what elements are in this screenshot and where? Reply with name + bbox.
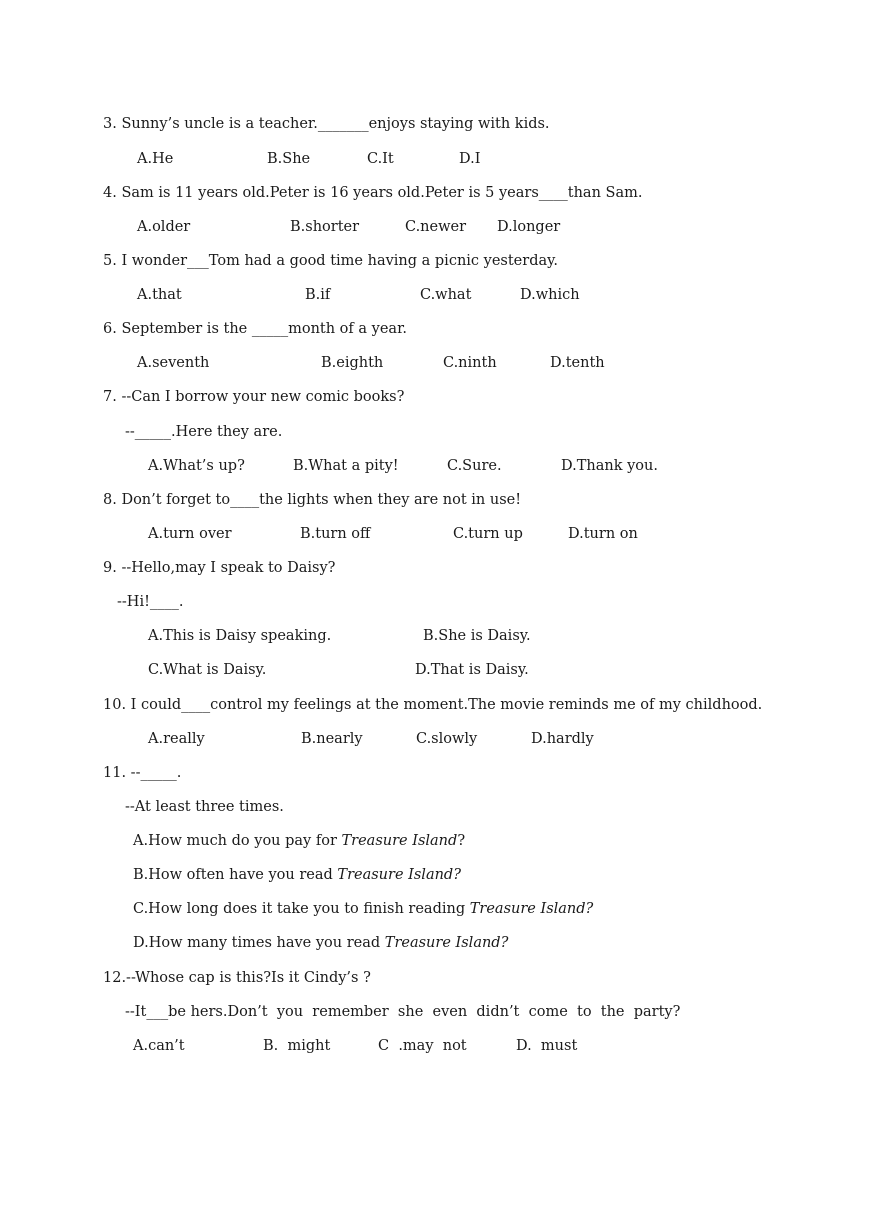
question-10-option-c: C.slowly [416, 731, 478, 747]
question-7-option-d: D.Thank you. [561, 458, 658, 474]
question-3-option-a: A.He [137, 151, 174, 167]
question-8-option-d: D.turn on [568, 526, 638, 542]
question-11-option-c: C.How long does it take you to finish reading Treasure Island? [133, 901, 594, 917]
question-9-stem: 9. --Hello,may I speak to Daisy? [103, 560, 336, 576]
question-5-option-c: C.what [420, 287, 472, 303]
question-7-option-c: C.Sure. [447, 458, 502, 474]
question-7-reply: --_____.Here they are. [125, 424, 283, 440]
question-9-option-b: B.She is Daisy. [423, 628, 531, 644]
question-9-option-c: C.What is Daisy. [148, 662, 267, 678]
question-12-option-b: B. might [263, 1038, 331, 1054]
question-8-stem: 8. Don’t forget to____the lights when they are not in use! [103, 492, 522, 508]
question-8-option-c: C.turn up [453, 526, 523, 542]
question-12-stem: 12.--Whose cap is this?Is it Cindy’s ? [103, 970, 371, 986]
question-11-option-b: B.How often have you read Treasure Island? [133, 867, 461, 883]
question-12-option-c: C .may not [378, 1038, 467, 1054]
question-6-stem: 6. September is the _____month of a year. [103, 321, 408, 337]
question-5-option-b: B.if [305, 287, 331, 303]
book-title: Treasure Island [469, 901, 586, 917]
question-7-stem: 7. --Can I borrow your new comic books? [103, 389, 405, 405]
question-4-option-a: A.older [137, 219, 191, 235]
question-8-option-b: B.turn off [300, 526, 371, 542]
question-12-option-a: A.can’t [133, 1038, 185, 1054]
question-11-option-a: A.How much do you pay for Treasure Island? [133, 833, 466, 849]
question-4-option-b: B.shorter [290, 219, 360, 235]
question-5-option-a: A.that [137, 287, 182, 303]
question-3-option-b: B.She [267, 151, 311, 167]
book-title: Treasure Island [384, 935, 501, 951]
question-8-option-a: A.turn over [148, 526, 232, 542]
question-3-option-c: C.It [367, 151, 394, 167]
question-6-option-c: C.ninth [443, 355, 497, 371]
question-7-option-a: A.What’s up? [148, 458, 245, 474]
question-6-option-b: B.eighth [321, 355, 384, 371]
book-title: Treasure Island [337, 867, 454, 883]
question-4-option-c: C.newer [405, 219, 467, 235]
question-11-option-d: D.How many times have you read Treasure Island? [133, 935, 509, 951]
book-title: Treasure Island [341, 833, 458, 849]
question-10-stem: 10. I could____control my feelings at the moment.The movie reminds me of my childhood. [103, 697, 763, 713]
question-11-reply: --At least three times. [125, 799, 284, 815]
question-6-option-a: A.seventh [137, 355, 210, 371]
question-12-reply: --It___be hers.Don’t you remember she even didn’t come to the party? [125, 1004, 681, 1020]
question-4-stem: 4. Sam is 11 years old.Peter is 16 years old.Peter is 5 years____than Sam. [103, 185, 643, 201]
question-3-option-d: D.I [459, 151, 481, 167]
question-9-option-a: A.This is Daisy speaking. [148, 628, 332, 644]
question-9-option-d: D.That is Daisy. [415, 662, 529, 678]
question-10-option-d: D.hardly [531, 731, 594, 747]
question-3-stem: 3. Sunny’s uncle is a teacher._______enjoys staying with kids. [103, 116, 550, 132]
question-9-reply: --Hi!____. [117, 594, 184, 610]
question-12-option-d: D. must [516, 1038, 578, 1054]
question-10-option-b: B.nearly [301, 731, 363, 747]
question-11-stem: 11. --_____. [103, 765, 182, 781]
question-6-option-d: D.tenth [550, 355, 605, 371]
question-10-option-a: A.really [148, 731, 205, 747]
question-7-option-b: B.What a pity! [293, 458, 399, 474]
question-5-option-d: D.which [520, 287, 580, 303]
question-5-stem: 5. I wonder___Tom had a good time having a picnic yesterday. [103, 253, 559, 269]
question-4-option-d: D.longer [497, 219, 561, 235]
